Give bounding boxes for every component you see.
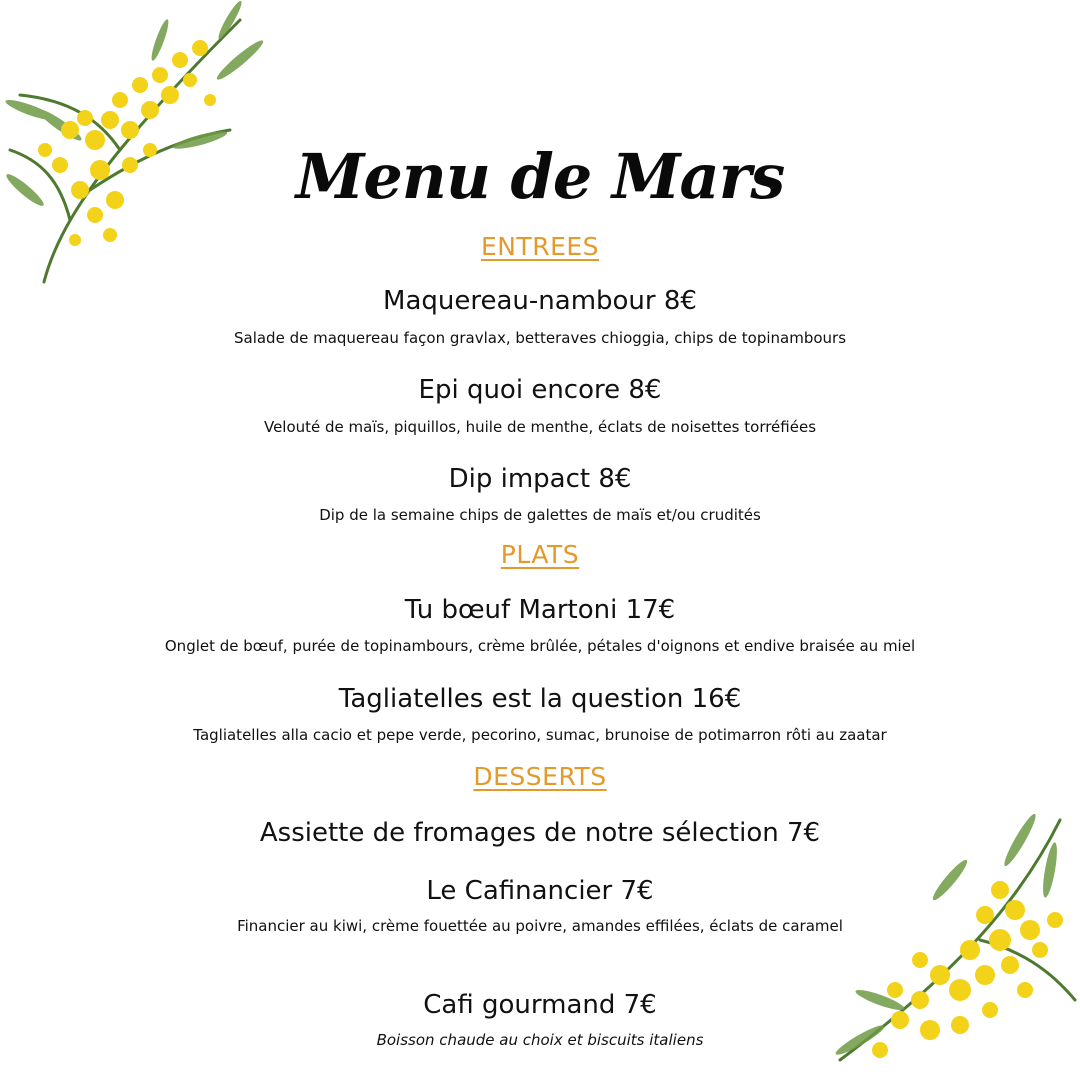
- menu-title: Menu de Mars: [295, 140, 785, 213]
- dish-title: Dip impact 8€: [448, 464, 632, 494]
- dish-description: Tagliatelles alla cacio et pepe verde, pecorino, sumac, brunoise de potimarron rôti au zaatar: [193, 726, 887, 744]
- dish-description: Financier au kiwi, crème fouettée au poivre, amandes effilées, éclats de caramel: [237, 917, 843, 935]
- dish-title: Le Cafinancier 7€: [426, 876, 654, 906]
- dish-description: Onglet de bœuf, purée de topinambours, crème brûlée, pétales d'oignons et endive braisée au miel: [164, 637, 916, 655]
- dish-title: Tu bœuf Martoni 17€: [404, 595, 676, 625]
- dish-description: Dip de la semaine chips de galettes de maïs et/ou crudités: [319, 506, 761, 524]
- section-heading-desserts: DESSERTS: [473, 762, 607, 791]
- dish-description: Velouté de maïs, piquillos, huile de menthe, éclats de noisettes torréfiées: [263, 418, 817, 436]
- dish-description: Salade de maquereau façon gravlax, betteraves chioggia, chips de topinambours: [233, 329, 847, 347]
- dish-title: Assiette de fromages de notre sélection 7€: [259, 818, 821, 848]
- section-heading-entrees: ENTREES: [480, 232, 600, 261]
- dish-title: Maquereau-nambour 8€: [383, 286, 697, 316]
- dish-title: Tagliatelles est la question 16€: [338, 684, 742, 714]
- dish-title: Epi quoi encore 8€: [418, 375, 662, 405]
- dish-title: Cafi gourmand 7€: [423, 990, 657, 1020]
- dish-description: Boisson chaude au choix et biscuits italiens: [376, 1031, 704, 1049]
- section-heading-plats: PLATS: [500, 540, 580, 569]
